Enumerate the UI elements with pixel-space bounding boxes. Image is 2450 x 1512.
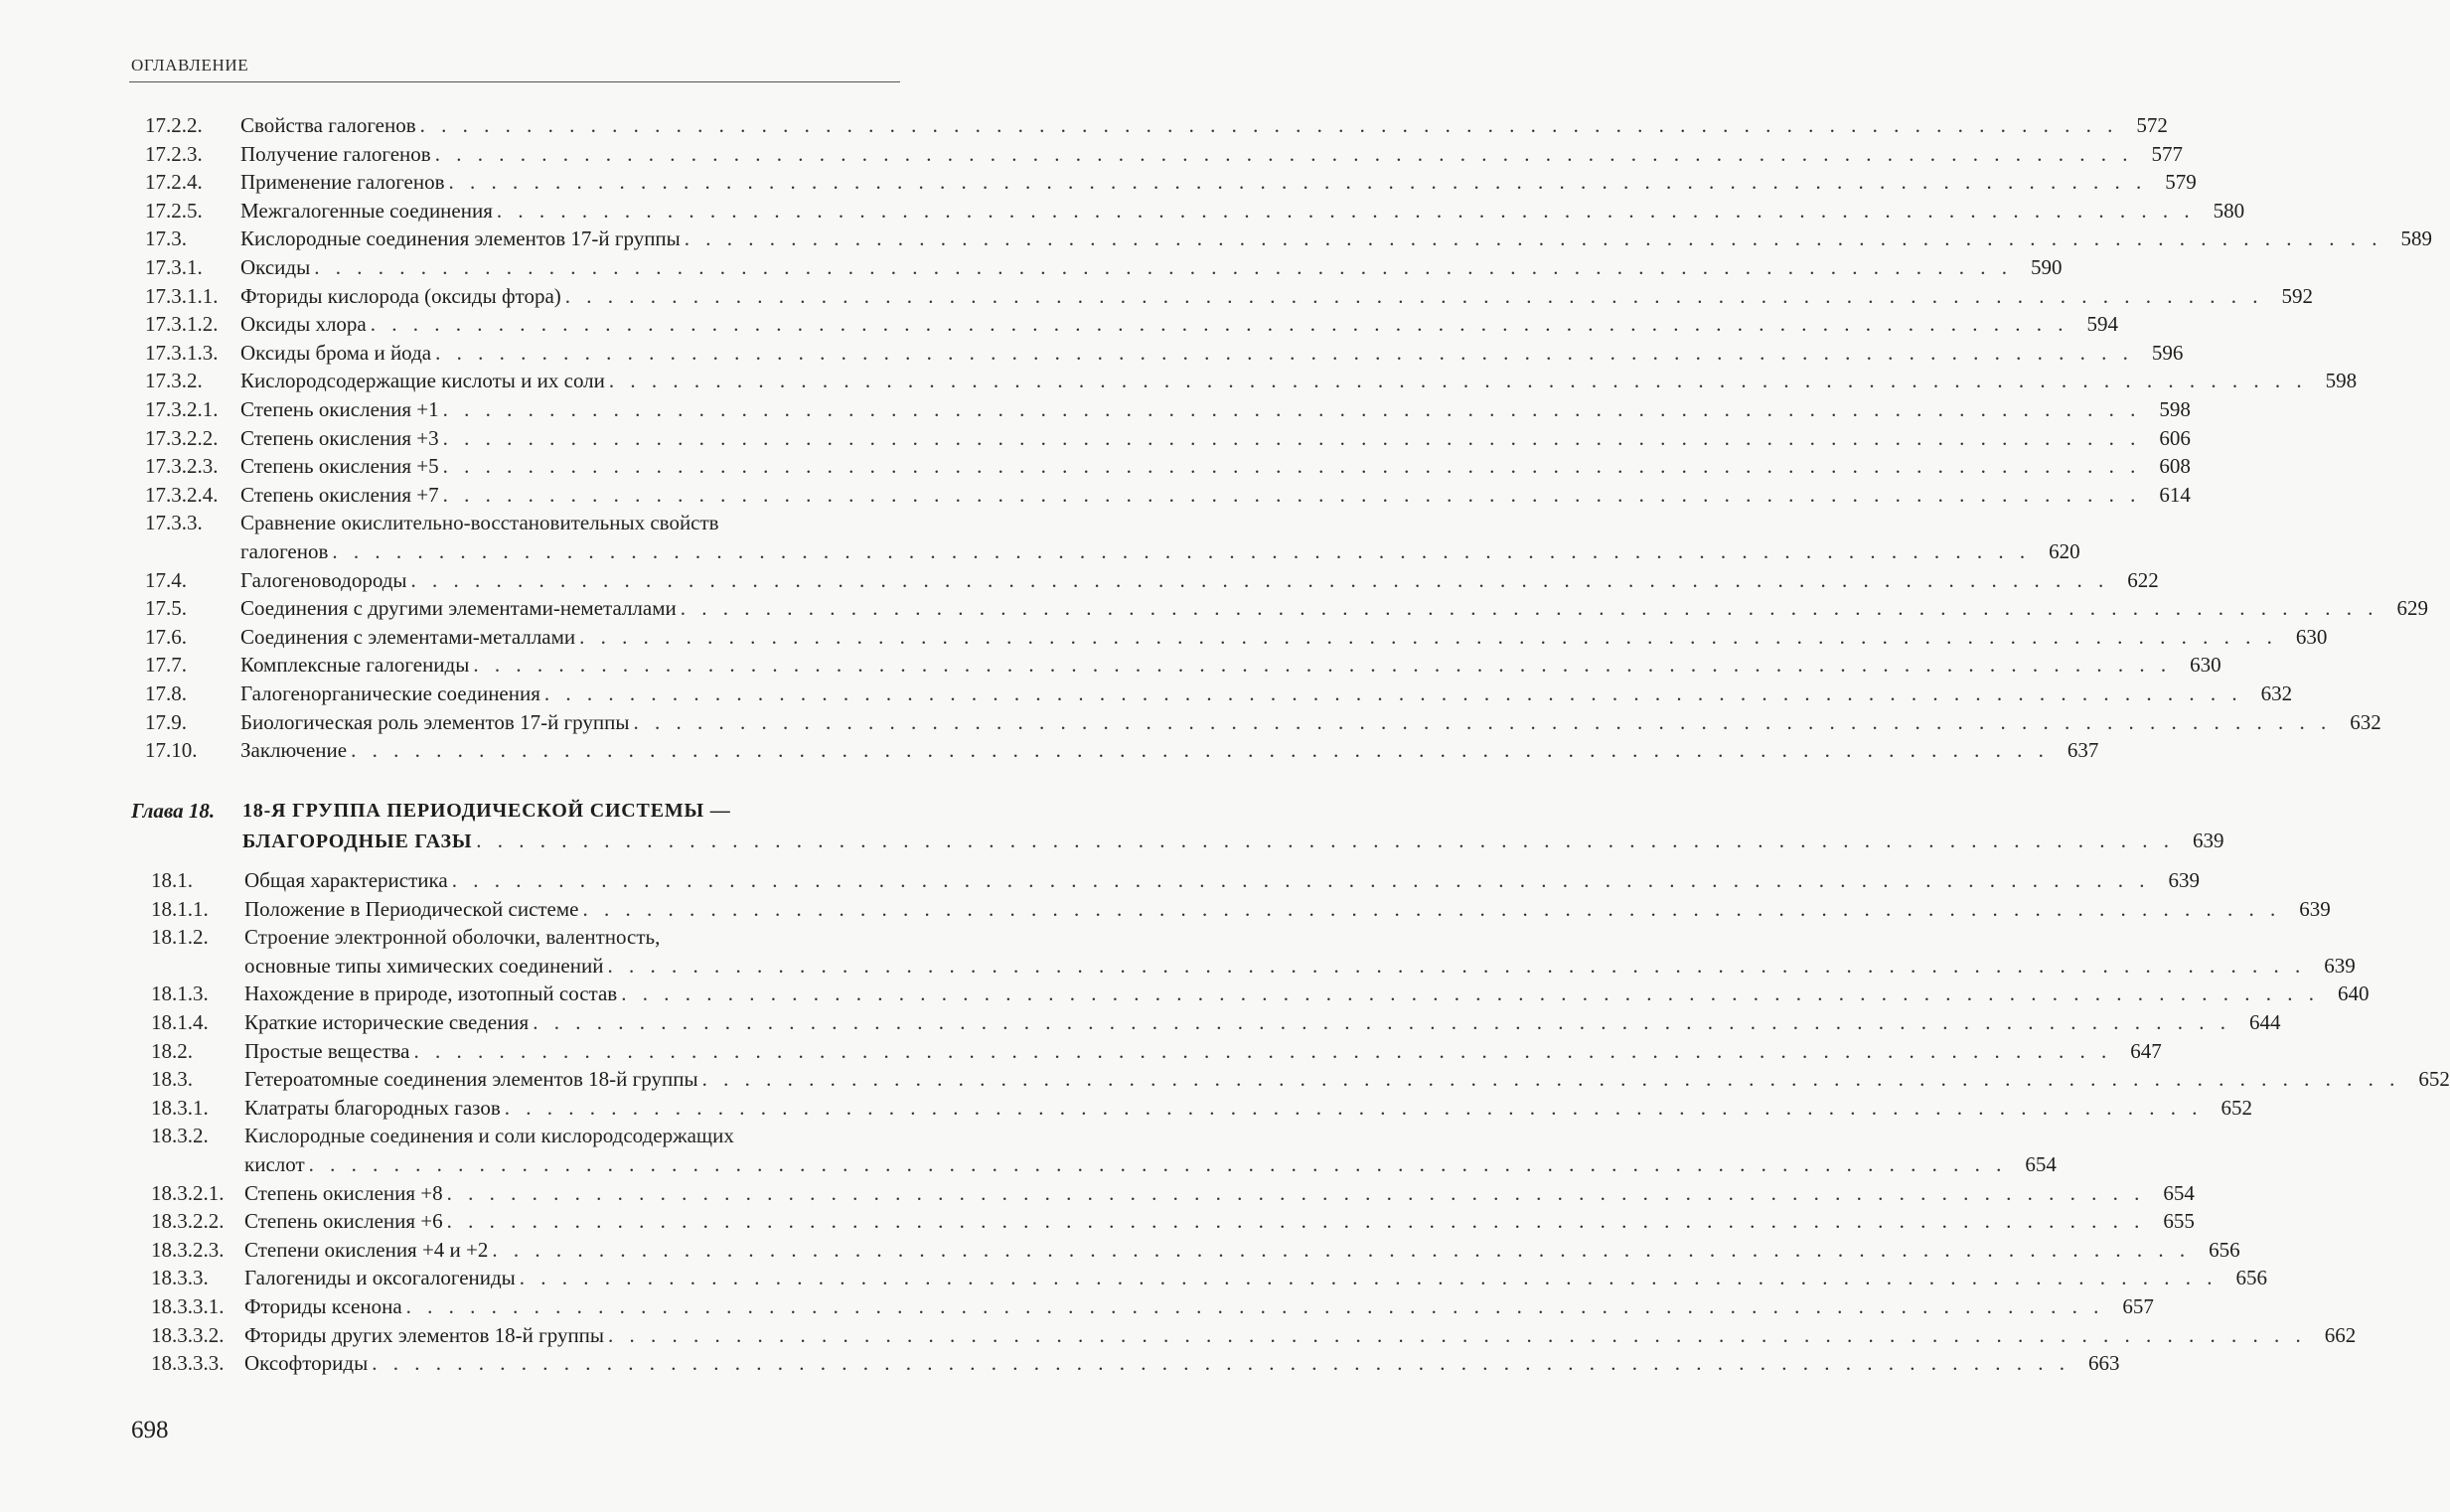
toc-entry-number: 17.9. bbox=[145, 709, 187, 734]
toc-entry[interactable] bbox=[244, 1008, 2281, 1036]
toc-entry-title: Степень окисления +1 bbox=[240, 397, 439, 421]
chapter-entry[interactable] bbox=[242, 827, 2224, 854]
toc-entry-title: Свойства галогенов bbox=[240, 113, 416, 137]
dot-leader: . . . . . . . . . . . . . . . . . . . . . . . . . . . . . . . . . . . . . . . . . . . . . . . . . . . . . . . . . . . . . . . . . . . . . . . . . . . . . . . . bbox=[579, 624, 2278, 649]
dot-leader: . . . . . . . . . . . . . . . . . . . . . . . . . . . . . . . . . . . . . . . . . . . . . . . . . . . . . . . . . . . . . . . . . . . . . . . . . . . . . . . . bbox=[496, 198, 2196, 223]
toc-page-number: 598 bbox=[2159, 397, 2191, 421]
dot-leader: . . . . . . . . . . . . . . . . . . . . . . . . . . . . . . . . . . . . . . . . . . . . . . . . . . . . . . . . . . . . . . . . . . . . . . . . . . . . . . . . bbox=[621, 982, 2320, 1006]
toc-entry[interactable] bbox=[244, 895, 2331, 923]
toc-entry-title: Получение галогенов bbox=[240, 141, 431, 166]
toc-entry-title: Галогенорганические соединения bbox=[240, 681, 540, 705]
toc-entry[interactable] bbox=[240, 594, 2429, 622]
toc-entry[interactable] bbox=[244, 1236, 2240, 1264]
toc-entry-number: 18.3.1. bbox=[151, 1095, 209, 1120]
toc-page-number: 644 bbox=[2248, 1010, 2281, 1034]
chapter-title-line1: 18-Я ГРУППА ПЕРИОДИЧЕСКОЙ СИСТЕМЫ — bbox=[242, 800, 731, 822]
toc-entry-title: Кислородные соединения и соли кислородсодержащих bbox=[244, 1124, 734, 1148]
toc-entry[interactable] bbox=[240, 253, 2063, 281]
dot-leader: . . . . . . . . . . . . . . . . . . . . . . . . . . . . . . . . . . . . . . . . . . . . . . . . . . . . . . . . . . . . . . . . . . . . . . . . . . . . . . . . bbox=[410, 567, 2109, 592]
toc-page-number: 598 bbox=[2325, 369, 2358, 393]
toc-entry-number: 18.3.3.1. bbox=[151, 1294, 225, 1318]
toc-entry[interactable] bbox=[244, 1150, 2057, 1178]
toc-entry-title: Положение в Периодической системе bbox=[244, 896, 579, 921]
toc-entry[interactable] bbox=[240, 481, 2191, 509]
dot-leader: . . . . . . . . . . . . . . . . . . . . . . . . . . . . . . . . . . . . . . . . . . . . . . . . . . . . . . . . . . . . . . . . . . . . . . . . . . . . . . . . bbox=[533, 1010, 2231, 1034]
toc-entry[interactable] bbox=[240, 140, 2183, 168]
toc-entry-number: 18.1.2. bbox=[151, 925, 209, 950]
dot-leader: . . . . . . . . . . . . . . . . . . . . . . . . . . . . . . . . . . . . . . . . . . . . . . . . . . . . . . . . . . . . . . . . . . . . . . . . . . . . . . . . bbox=[608, 369, 2308, 393]
dot-leader: . . . . . . . . . . . . . . . . . . . . . . . . . . . . . . . . . . . . . . . . . . . . . . . . . . . . . . . . . . . . . . . . . . . . . . . . . . . . . . . . bbox=[370, 312, 2068, 337]
toc-entry[interactable] bbox=[244, 1094, 2253, 1122]
toc-entry[interactable] bbox=[240, 395, 2191, 423]
dot-leader: . . . . . . . . . . . . . . . . . . . . . . . . . . . . . . . . . . . . . . . . . . . . . . . . . . . . . . . . . . . . . . . . . . . . . . . . . . . . . . . . bbox=[442, 397, 2141, 421]
toc-entry[interactable] bbox=[240, 339, 2184, 367]
toc-page-number: 630 bbox=[2295, 624, 2328, 649]
toc-entry[interactable] bbox=[244, 1321, 2357, 1349]
toc-entry[interactable] bbox=[240, 566, 2159, 594]
toc-entry-title: Степени окисления +4 и +2 bbox=[244, 1237, 489, 1262]
toc-entry-number: 17.3.2. bbox=[145, 369, 203, 393]
toc-entry-title: Краткие исторические сведения bbox=[244, 1010, 530, 1034]
dot-leader: . . . . . . . . . . . . . . . . . . . . . . . . . . . . . . . . . . . . . . . . . . . . . . . . . . . . . . . . . . . . . . . . . . . . . . . . . . . . . . . . bbox=[413, 1038, 2112, 1063]
toc-entry-title: Фториды кислорода (оксиды фтора) bbox=[240, 283, 561, 308]
toc-entry[interactable] bbox=[240, 310, 2118, 338]
toc-entry-number: 18.1.1. bbox=[151, 896, 209, 921]
toc-page-number: 577 bbox=[2151, 141, 2183, 166]
header-rule bbox=[129, 81, 900, 82]
toc-entry[interactable] bbox=[240, 282, 2314, 310]
toc-page-number: 647 bbox=[2130, 1038, 2162, 1063]
dot-leader: . . . . . . . . . . . . . . . . . . . . . . . . . . . . . . . . . . . . . . . . . . . . . . . . . . . . . . . . . . . . . . . . . . . . . . . . . . . . . . . . bbox=[680, 596, 2379, 621]
toc-entry-title-continued: галогенов bbox=[240, 539, 329, 563]
dot-leader: . . . . . . . . . . . . . . . . . . . . . . . . . . . . . . . . . . . . . . . . . . . . . . . . . . . . . . . . . . . . . . . . . . . . . . . . . . . . . . . . bbox=[419, 113, 2118, 137]
toc-entry-title: Галогениды и оксогалогениды bbox=[244, 1266, 516, 1290]
toc-page-number: 639 bbox=[2168, 868, 2200, 892]
toc-entry[interactable] bbox=[240, 111, 2168, 139]
toc-page-number: 590 bbox=[2030, 255, 2063, 279]
toc-entry-title: Применение галогенов bbox=[240, 170, 445, 195]
dot-leader: . . . . . . . . . . . . . . . . . . . . . . . . . . . . . . . . . . . . . . . . . . . . . . . . . . . . . . . . . . . . . . . . . . . . . . . . . . . . . . . . bbox=[492, 1237, 2191, 1262]
toc-entry-title: Гетероатомные соединения элементов 18-й группы bbox=[244, 1067, 698, 1092]
toc-page-number: 622 bbox=[2127, 567, 2159, 592]
toc-page-number: 606 bbox=[2159, 425, 2191, 450]
toc-entry-number: 18.1. bbox=[151, 868, 193, 892]
toc-entry-number: 18.3.2.3. bbox=[151, 1237, 225, 1262]
toc-entry[interactable] bbox=[240, 452, 2191, 480]
toc-page-number: 608 bbox=[2159, 454, 2191, 479]
toc-entry-number: 17.2.2. bbox=[145, 113, 203, 137]
toc-entry-number: 17.3.2.3. bbox=[145, 454, 219, 479]
dot-leader: . . . . . . . . . . . . . . . . . . . . . . . . . . . . . . . . . . . . . . . . . . . . . . . . . . . . . . . . . . . . . . . . . . . . . . . . . . . . . . . . bbox=[564, 283, 2264, 308]
toc-entry-title: Клатраты благородных газов bbox=[244, 1095, 501, 1120]
toc-page-number: 654 bbox=[2025, 1152, 2057, 1176]
toc-entry-title: Оксиды хлора bbox=[240, 312, 367, 337]
toc-page-number: 589 bbox=[2400, 227, 2433, 251]
toc-entry[interactable] bbox=[244, 1349, 2120, 1377]
toc-entry[interactable] bbox=[240, 736, 2099, 764]
toc-entry-number: 18.3.3.3. bbox=[151, 1351, 225, 1376]
toc-entry-number: 17.3.2.4. bbox=[145, 482, 219, 507]
toc-entry-title: Строение электронной оболочки, валентность, bbox=[244, 925, 661, 950]
dot-leader: . . . . . . . . . . . . . . . . . . . . . . . . . . . . . . . . . . . . . . . . . . . . . . . . . . . . . . . . . . . . . . . . . . . . . . . . . . . . . . . . bbox=[351, 738, 2050, 763]
toc-entry-number: 17.3.1.2. bbox=[145, 312, 219, 337]
chapter-label: Глава 18. bbox=[131, 799, 216, 823]
dot-leader: . . . . . . . . . . . . . . . . . . . . . . . . . . . . . . . . . . . . . . . . . . . . . . . . . . . . . . . . . . . . . . . . . . . . . . . . . . . . . . . . bbox=[684, 227, 2383, 251]
dot-leader: . . . . . . . . . . . . . . . . . . . . . . . . . . . . . . . . . . . . . . . . . . . . . . . . . . . . . . . . . . . . . . . . . . . . . . . . . . . . . . . . bbox=[434, 141, 2133, 166]
toc-entry-title: Фториды ксенона bbox=[244, 1294, 402, 1318]
dot-leader: . . . . . . . . . . . . . . . . . . . . . . . . . . . . . . . . . . . . . . . . . . . . . . . . . . . . . . . . . . . . . . . . . . . . . . . . . . . . . . . . bbox=[435, 340, 2134, 365]
toc-entry-number: 17.7. bbox=[145, 653, 187, 678]
toc-entry[interactable] bbox=[244, 1292, 2154, 1320]
toc-entry-number: 18.1.3. bbox=[151, 982, 209, 1006]
dot-leader: . . . . . . . . . . . . . . . . . . . . . . . . . . . . . . . . . . . . . . . . . . . . . . . . . . . . . . . . . . . . . . . . . . . . . . . . . . . . . . . . bbox=[314, 255, 2013, 279]
toc-entry-number: 17.4. bbox=[145, 567, 187, 592]
toc-entry[interactable] bbox=[244, 866, 2200, 894]
toc-page-number: 632 bbox=[2350, 709, 2381, 734]
dot-leader: . . . . . . . . . . . . . . . . . . . . . . . . . . . . . . . . . . . . . . . . . . . . . . . . . . . . . . . . . . . . . . . . . . . . . . . . . . . . . . . . bbox=[543, 681, 2243, 705]
toc-entry-number: 17.3.2.1. bbox=[145, 397, 219, 421]
toc-page-number: 640 bbox=[2337, 982, 2370, 1006]
dot-leader: . . . . . . . . . . . . . . . . . . . . . . . . . . . . . . . . . . . . . . . . . . . . . . . . . . . . . . . . . . . . . . . . . . . . . . . . . . . . . . . . bbox=[446, 1180, 2145, 1205]
toc-entry-number: 17.2.4. bbox=[145, 170, 203, 195]
toc-page-number: 656 bbox=[2235, 1266, 2268, 1290]
toc-page-number: 639 bbox=[2299, 896, 2331, 921]
toc-entry-number: 17.3.1. bbox=[145, 255, 203, 279]
toc-page-number: 614 bbox=[2159, 482, 2191, 507]
toc-entry-number: 18.3.2.1. bbox=[151, 1180, 225, 1205]
toc-entry-title: Нахождение в природе, изотопный состав bbox=[244, 982, 618, 1006]
toc-entry-title: Фториды других элементов 18-й группы bbox=[244, 1322, 605, 1347]
toc-entry-title: Оксиды брома и йода bbox=[240, 340, 432, 365]
toc-page-number: 639 bbox=[2324, 953, 2356, 978]
toc-entry[interactable] bbox=[240, 708, 2381, 736]
dot-leader: . . . . . . . . . . . . . . . . . . . . . . . . . . . . . . . . . . . . . . . . . . . . . . . . . . . . . . . . . . . . . . . . . . . . . . . . . . . . . . . . bbox=[442, 482, 2141, 507]
page-number: 698 bbox=[131, 1417, 169, 1443]
toc-page-number: 663 bbox=[2087, 1351, 2120, 1376]
toc-entry-number: 18.3.3. bbox=[151, 1266, 209, 1290]
toc-entry[interactable] bbox=[244, 1207, 2195, 1235]
toc-entry-title: Простые вещества bbox=[244, 1038, 410, 1063]
toc-entry-number: 17.3. bbox=[145, 227, 187, 251]
toc-entry-title-continued: кислот bbox=[244, 1152, 305, 1176]
toc-entry[interactable] bbox=[244, 980, 2370, 1007]
dot-leader: . . . . . . . . . . . . . . . . . . . . . . . . . . . . . . . . . . . . . . . . . . . . . . . . . . . . . . . . . . . . . . . . . . . . . . . . . . . . . . . . bbox=[451, 868, 2150, 892]
toc-page-number: 652 bbox=[2418, 1067, 2450, 1092]
toc-entry-number: 17.5. bbox=[145, 596, 187, 621]
toc-entry-number: 18.3.3.2. bbox=[151, 1322, 225, 1347]
chapter-title-line2: БЛАГОРОДНЫЕ ГАЗЫ bbox=[242, 831, 473, 852]
toc-entry[interactable] bbox=[240, 168, 2197, 196]
dot-leader: . . . . . . . . . . . . . . . . . . . . . . . . . . . . . . . . . . . . . . . . . . . . . . . . . . . . . . . . . . . . . . . . . . . . . . . . . . . . . . . . bbox=[405, 1294, 2104, 1318]
dot-leader: . . . . . . . . . . . . . . . . . . . . . . . . . . . . . . . . . . . . . . . . . . . . . . . . . . . . . . . . . . . . . . . . . . . . . . . . . . . . . . . . bbox=[701, 1067, 2400, 1092]
toc-entry[interactable] bbox=[240, 537, 2080, 565]
toc-entry-number: 17.2.5. bbox=[145, 198, 203, 223]
toc-entry-title: Степень окисления +6 bbox=[244, 1209, 443, 1234]
toc-entry-title: Комплексные галогениды bbox=[240, 653, 470, 678]
toc-entry-number: 17.3.1.3. bbox=[145, 340, 219, 365]
dot-leader: . . . . . . . . . . . . . . . . . . . . . . . . . . . . . . . . . . . . . . . . . . . . . . . . . . . . . . . . . . . . . . . . . . . . . . . . . . . . . . . . bbox=[372, 1351, 2070, 1376]
dot-leader: . . . . . . . . . . . . . . . . . . . . . . . . . . . . . . . . . . . . . . . . . . . . . . . . . . . . . . . . . . . . . . . . . . . . . . . . . . . . . . . . bbox=[448, 170, 2147, 195]
toc-entry[interactable] bbox=[240, 680, 2293, 707]
toc-entry-number: 17.3.2.2. bbox=[145, 425, 219, 450]
toc-entry-title: Степень окисления +3 bbox=[240, 425, 439, 450]
toc-page-number: 632 bbox=[2260, 681, 2293, 705]
toc-entry-number: 17.10. bbox=[145, 738, 198, 763]
toc-entry[interactable] bbox=[244, 1179, 2195, 1207]
toc-entry-number: 18.3.2. bbox=[151, 1124, 209, 1148]
toc-page-number: 652 bbox=[2220, 1095, 2253, 1120]
toc-page-number: 630 bbox=[2190, 653, 2221, 678]
dot-leader: . . . . . . . . . . . . . . . . . . . . . . . . . . . . . . . . . . . . . . . . . . . . . . . . . . . . . . . . . . . . . . . . . . . . . . . . . . . . . . . . bbox=[476, 829, 2175, 852]
toc-entry[interactable] bbox=[240, 623, 2328, 651]
toc-page-number: 656 bbox=[2209, 1237, 2240, 1262]
toc-entry-title: Галогеноводороды bbox=[240, 567, 407, 592]
dot-leader: . . . . . . . . . . . . . . . . . . . . . . . . . . . . . . . . . . . . . . . . . . . . . . . . . . . . . . . . . . . . . . . . . . . . . . . . . . . . . . . . bbox=[446, 1209, 2145, 1234]
toc-entry-title: Биологическая роль элементов 17-й группы bbox=[240, 709, 630, 734]
toc-entry-number: 18.2. bbox=[151, 1038, 193, 1063]
toc-page-number: 657 bbox=[2122, 1294, 2154, 1318]
dot-leader: . . . . . . . . . . . . . . . . . . . . . . . . . . . . . . . . . . . . . . . . . . . . . . . . . . . . . . . . . . . . . . . . . . . . . . . . . . . . . . . . bbox=[607, 953, 2306, 978]
toc-entry-title: Оксиды bbox=[240, 255, 311, 279]
toc-page-number: 655 bbox=[2163, 1209, 2195, 1234]
toc-page-number: 572 bbox=[2136, 113, 2168, 137]
toc-entry-number: 18.3.2.2. bbox=[151, 1209, 225, 1234]
toc-page-number: 594 bbox=[2086, 312, 2118, 337]
dot-leader: . . . . . . . . . . . . . . . . . . . . . . . . . . . . . . . . . . . . . . . . . . . . . . . . . . . . . . . . . . . . . . . . . . . . . . . . . . . . . . . . bbox=[442, 425, 2141, 450]
toc-page-number: 662 bbox=[2324, 1322, 2357, 1347]
toc-entry-title: Кислородные соединения элементов 17-й группы bbox=[240, 227, 681, 251]
toc-entry[interactable] bbox=[244, 952, 2356, 980]
toc-entry-number: 17.8. bbox=[145, 681, 187, 705]
dot-leader: . . . . . . . . . . . . . . . . . . . . . . . . . . . . . . . . . . . . . . . . . . . . . . . . . . . . . . . . . . . . . . . . . . . . . . . . . . . . . . . . bbox=[608, 1322, 2307, 1347]
toc-entry-title-continued: основные типы химических соединений bbox=[244, 953, 604, 978]
toc-entry-title: Заключение bbox=[240, 738, 348, 763]
toc-entry-title: Степень окисления +8 bbox=[244, 1180, 443, 1205]
toc-entry-number: 17.3.1.1. bbox=[145, 283, 219, 308]
toc-entry-title: Сравнение окислительно-восстановительных свойств bbox=[240, 511, 719, 535]
toc-page-number: 620 bbox=[2049, 539, 2080, 563]
toc-entry-number: 17.3.3. bbox=[145, 511, 203, 535]
dot-leader: . . . . . . . . . . . . . . . . . . . . . . . . . . . . . . . . . . . . . . . . . . . . . . . . . . . . . . . . . . . . . . . . . . . . . . . . . . . . . . . . bbox=[582, 896, 2281, 921]
dot-leader: . . . . . . . . . . . . . . . . . . . . . . . . . . . . . . . . . . . . . . . . . . . . . . . . . . . . . . . . . . . . . . . . . . . . . . . . . . . . . . . . bbox=[308, 1152, 2007, 1176]
toc-entry[interactable] bbox=[244, 1264, 2268, 1291]
toc-entry-title: Степень окисления +7 bbox=[240, 482, 439, 507]
toc-entry-number: 17.6. bbox=[145, 624, 187, 649]
toc-entry[interactable] bbox=[240, 225, 2433, 252]
toc-entry-title: Степень окисления +5 bbox=[240, 454, 439, 479]
toc-entry[interactable] bbox=[240, 197, 2245, 225]
dot-leader: . . . . . . . . . . . . . . . . . . . . . . . . . . . . . . . . . . . . . . . . . . . . . . . . . . . . . . . . . . . . . . . . . . . . . . . . . . . . . . . . bbox=[442, 454, 2141, 479]
toc-entry-title: Соединения с другими элементами-неметаллами bbox=[240, 596, 677, 621]
toc-entry[interactable] bbox=[244, 1065, 2450, 1093]
running-head: ОГЛАВЛЕНИЕ bbox=[131, 56, 249, 75]
toc-entry-title: Соединения с элементами-металлами bbox=[240, 624, 576, 649]
dot-leader: . . . . . . . . . . . . . . . . . . . . . . . . . . . . . . . . . . . . . . . . . . . . . . . . . . . . . . . . . . . . . . . . . . . . . . . . . . . . . . . . bbox=[332, 539, 2031, 563]
toc-entry-number: 18.3. bbox=[151, 1067, 193, 1092]
dot-leader: . . . . . . . . . . . . . . . . . . . . . . . . . . . . . . . . . . . . . . . . . . . . . . . . . . . . . . . . . . . . . . . . . . . . . . . . . . . . . . . . bbox=[504, 1095, 2204, 1120]
toc-page-number: 654 bbox=[2163, 1180, 2195, 1205]
dot-leader: . . . . . . . . . . . . . . . . . . . . . . . . . . . . . . . . . . . . . . . . . . . . . . . . . . . . . . . . . . . . . . . . . . . . . . . . . . . . . . . . bbox=[519, 1266, 2219, 1290]
toc-page-number: 596 bbox=[2151, 340, 2184, 365]
toc-page-number: 629 bbox=[2396, 596, 2429, 621]
toc-entry[interactable] bbox=[240, 651, 2221, 679]
toc-entry-title: Межгалогенные соединения bbox=[240, 198, 493, 223]
toc-entry-title: Кислородсодержащие кислоты и их соли bbox=[240, 369, 605, 393]
toc-entry[interactable] bbox=[244, 1037, 2162, 1065]
toc-page-number: 580 bbox=[2213, 198, 2245, 223]
toc-page-number: 579 bbox=[2165, 170, 2197, 195]
toc-entry[interactable] bbox=[240, 424, 2191, 452]
toc-entry-number: 17.2.3. bbox=[145, 141, 203, 166]
toc-page-number: 592 bbox=[2281, 283, 2314, 308]
dot-leader: . . . . . . . . . . . . . . . . . . . . . . . . . . . . . . . . . . . . . . . . . . . . . . . . . . . . . . . . . . . . . . . . . . . . . . . . . . . . . . . . bbox=[633, 709, 2332, 734]
toc-entry[interactable] bbox=[240, 367, 2358, 394]
toc-entry-number: 18.1.4. bbox=[151, 1010, 209, 1034]
toc-page-number: 637 bbox=[2067, 738, 2099, 763]
dot-leader: . . . . . . . . . . . . . . . . . . . . . . . . . . . . . . . . . . . . . . . . . . . . . . . . . . . . . . . . . . . . . . . . . . . . . . . . . . . . . . . . bbox=[473, 653, 2172, 678]
toc-entry-title: Общая характеристика bbox=[244, 868, 448, 892]
toc-page-number: 639 bbox=[2193, 829, 2224, 852]
toc-entry-title: Оксофториды bbox=[244, 1351, 369, 1376]
